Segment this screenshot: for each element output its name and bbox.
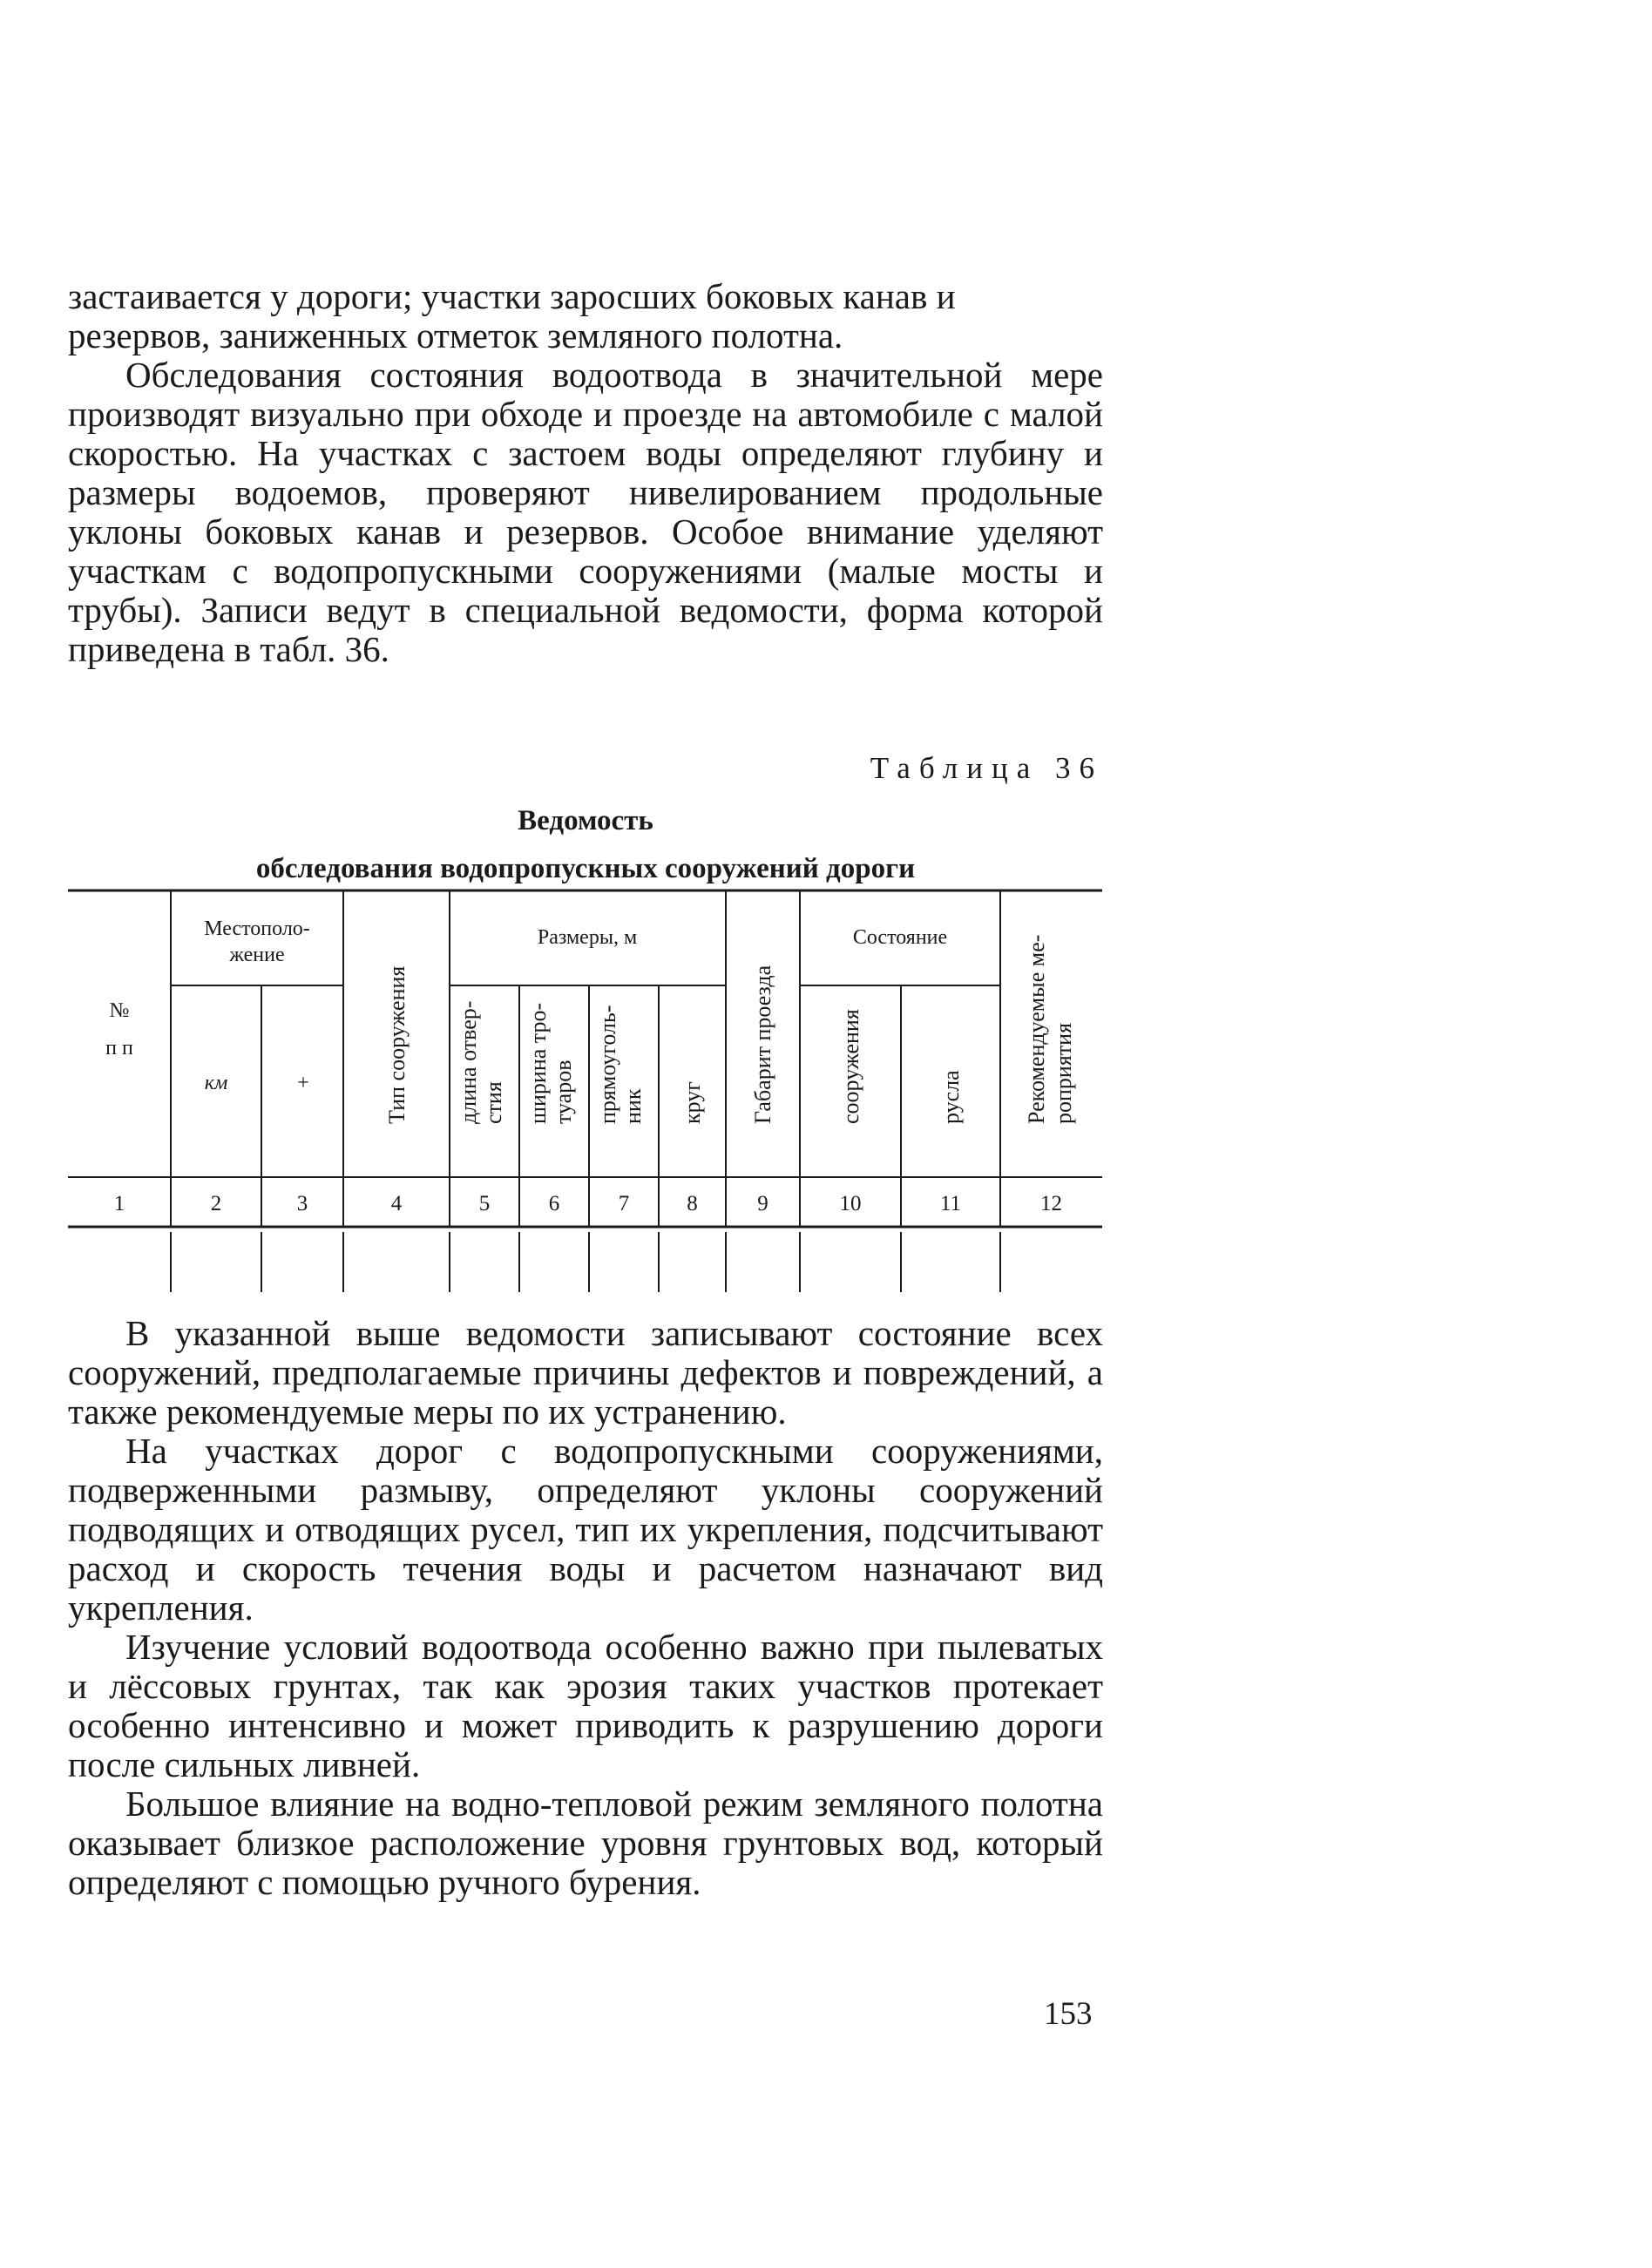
- paragraph: застаивается у дороги; участки заросших боковых канав и резервов, заниженных отметок земляного полотна.: [68, 276, 956, 355]
- table-label: Таблица 36: [870, 751, 1103, 785]
- column-number: 10: [839, 1192, 862, 1215]
- column-number: 3: [296, 1192, 308, 1215]
- table-title-line-2: обследования водопропускных сооружений дороги: [255, 853, 916, 884]
- paragraph: В указанной выше ведомости записывают состояние всех сооружений, предполагаемые причины дефектов и повреждений, а также рекомендуемые меры по их устранению.: [68, 1313, 1103, 1432]
- column-number: 7: [618, 1192, 630, 1215]
- col-rect-label: прямоуголь-: [595, 1005, 620, 1124]
- col-opening-label-2: стия: [481, 1081, 506, 1124]
- col-measures-label: Рекомендуемые ме-: [1024, 934, 1049, 1124]
- paragraph: На участках дорог с водопропускными сооружениями, подверженными размыву, определяют уклоны сооружений подводящих и отводящих русел, тип их укрепления, подсчитывают расход и скорость течения воды и расчетом назначают вид укрепления.: [68, 1431, 1103, 1628]
- column-number: 5: [478, 1192, 491, 1215]
- column-number: 4: [390, 1192, 403, 1215]
- column-number: 12: [1040, 1192, 1062, 1215]
- group-location-label-2: жение: [229, 944, 285, 966]
- col-plus-label: +: [297, 1072, 309, 1094]
- col-measures-label-2: роприятия: [1051, 1022, 1076, 1124]
- col-sidewalks-label-2: туаров: [551, 1060, 576, 1124]
- group-sizes-label: Размеры, м: [537, 926, 638, 949]
- column-number: 2: [210, 1192, 222, 1215]
- paragraph: Большое влияние на водно-тепловой режим земляного полотна оказывает близкое расположение уровня грунтовых вод, который определяют с помощью ручного бурения.: [68, 1784, 1103, 1902]
- column-numbers-row: [114, 1192, 1062, 1215]
- group-location-label: Местополо-: [204, 917, 310, 940]
- column-number: 9: [757, 1192, 768, 1215]
- col-sidewalks-label: ширина тро-: [525, 1002, 551, 1124]
- col-rect-label-2: ник: [620, 1088, 646, 1124]
- paragraph: Обследования состояния водоотвода в значительной мере производят визуально при обходе и проезде на автомобиле с малой скоростью. На участках с застоем воды определяют глубину и размеры водоемов, проверяют нивелированием продольные уклоны боковых канав и резервов. Особое внимание уделяют участкам с водопропускными сооружениями (малые мосты и трубы). Записи ведут в специальной ведомости, форма которой приведена в табл. 36.: [68, 355, 1103, 669]
- column-number: 6: [548, 1192, 560, 1215]
- col-channel-label: русла: [938, 1070, 964, 1124]
- col-no-sub-label: п п: [105, 1037, 133, 1060]
- col-opening-label: длина отвер-: [456, 1000, 481, 1124]
- column-number: 1: [113, 1192, 125, 1215]
- col-km-label: км: [204, 1072, 228, 1094]
- col-circle-label: круг: [680, 1081, 705, 1124]
- table-title-line-1: Ведомость: [518, 805, 653, 836]
- group-state-label: Состояние: [852, 926, 948, 949]
- empty-row-dividers: [171, 1232, 1000, 1292]
- column-number: 11: [939, 1192, 962, 1215]
- column-number: 8: [687, 1192, 698, 1215]
- col-no-label: №: [109, 999, 130, 1022]
- body-text: [68, 1314, 1103, 1902]
- col-type-label: Тип сооружения: [384, 965, 410, 1124]
- paragraph: Изучение условий водоотвода особенно важно при пылеватых и лёссовых грунтах, так как эрозия таких участков протекает особенно интенсивно и может приводить к разрушению дороги после сильных ливней.: [68, 1627, 1103, 1784]
- page-number: 153: [1044, 1996, 1093, 2032]
- col-clearance-label: Габарит проезда: [750, 965, 775, 1124]
- col-structures-label: сооружения: [838, 1009, 863, 1124]
